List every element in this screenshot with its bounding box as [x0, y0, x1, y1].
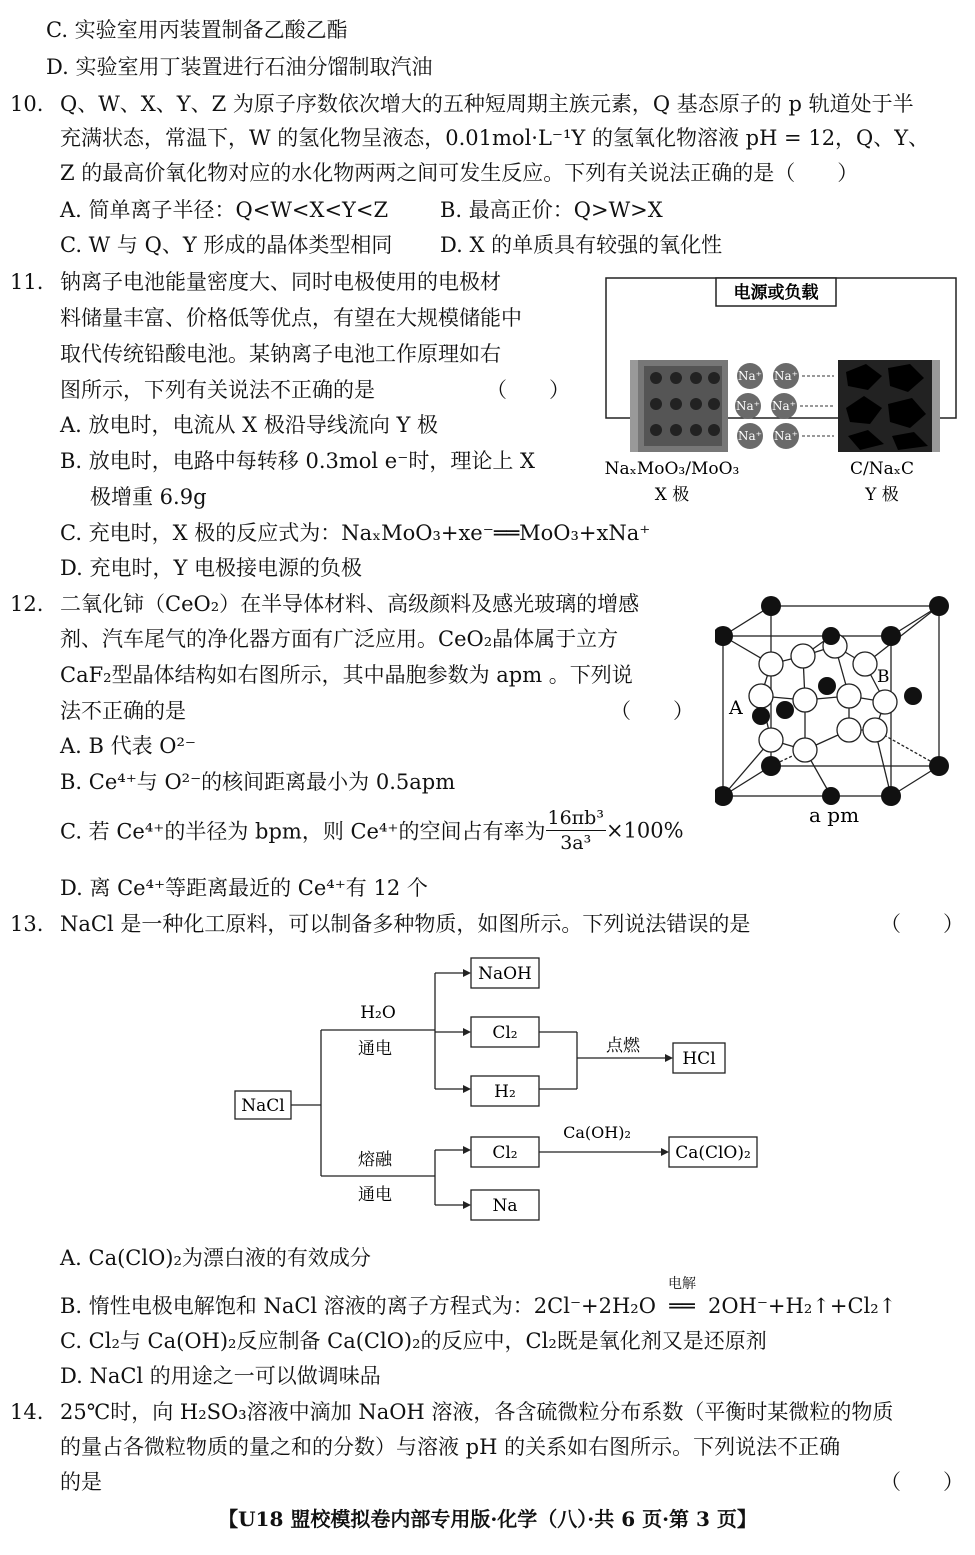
q14-stem-line1: 25℃时，向 H₂SO₃溶液中滴加 NaOH 溶液，各含硫微粒分布系数（平衡时某微粒的物质 [60, 1400, 894, 1424]
q12-stem-line2: 剂、汽车尾气的净化器方面有广泛应用。CeO₂晶体属于立方 [60, 627, 619, 651]
q10-option-b: B. 最高正价：Q>W>X [440, 198, 663, 222]
q10-number: 10. [10, 92, 44, 116]
q11-stem-line4: 图所示，下列有关说法不正确的是 [60, 378, 375, 402]
electrolysis-condition: 电解 [667, 1276, 696, 1292]
fraction-numerator: 16πb³ [547, 807, 604, 829]
flow-ignite: 点燃 [606, 1036, 640, 1056]
q12-stem-line4: 法不正确的是 [60, 699, 186, 723]
label-b: B [877, 667, 890, 687]
flow-electrolysis-2: 通电 [358, 1185, 392, 1205]
q13-option-c: C. Cl₂与 Ca(OH)₂反应制备 Ca(ClO)₂的反应中，Cl₂既是氧化剂又是还原剂 [60, 1329, 767, 1353]
flow-cl2-molten: Cl₂ [492, 1143, 518, 1163]
flow-nacl: NaCl [241, 1096, 285, 1116]
flow-h2o: H₂O [360, 1003, 396, 1023]
q13-option-b-text: B. 惰性电极电解饱和 NaCl 溶液的离子方程式为：2Cl⁻+2H₂O [60, 1294, 656, 1318]
fraction-denominator: 3a³ [560, 832, 592, 854]
q10-stem-line2: 充满状态，常温下，W 的氢化物呈液态，0.01mol·L⁻¹Y 的氢氧化物溶液 pH = 12，Q、Y、 [60, 126, 930, 150]
y-electrode-formula: C/NaₓC [850, 459, 914, 479]
q13-option-b [60, 1276, 897, 1320]
q9-option-d: D. 实验室用丁装置进行石油分馏制取汽油 [46, 55, 433, 79]
q9-option-c: C. 实验室用丙装置制备乙酸乙酯 [46, 18, 348, 42]
q12-answer-blank: （ ） [610, 699, 694, 723]
flow-molten: 熔融 [358, 1150, 392, 1170]
q12-option-a: A. B 代表 O²⁻ [60, 734, 197, 758]
q11-option-d: D. 充电时，Y 电极接电源的负极 [60, 556, 362, 580]
q14-number: 14. [10, 1400, 44, 1424]
q11-option-a: A. 放电时，电流从 X 极沿导线流向 Y 极 [60, 413, 439, 437]
q11-option-b-line1: B. 放电时，电路中每转移 0.3mol e⁻时，理论上 X [60, 449, 535, 473]
q13-option-d: D. NaCl 的用途之一可以做调味品 [60, 1364, 381, 1388]
q12-number: 12. [10, 592, 44, 616]
na-ion-label: Na⁺ [774, 369, 798, 383]
q14-answer-blank: （ ） [880, 1470, 964, 1494]
na-ion-label: Na⁺ [736, 399, 760, 413]
flow-cl2-electrolysis: Cl₂ [492, 1023, 518, 1043]
flow-caclo2: Ca(ClO)₂ [675, 1143, 751, 1163]
y-electrode-label: Y 极 [865, 485, 899, 505]
cell-parameter-caption: a pm [809, 803, 860, 827]
q11-stem-line1: 钠离子电池能量密度大、同时电极使用的电极材 [60, 270, 501, 294]
q11-option-c: C. 充电时，X 极的反应式为：NaₓMoO₃+xe⁻══MoO₃+xNa⁺ [60, 521, 651, 545]
label-a: A [729, 697, 743, 719]
q13-number: 13. [10, 912, 44, 936]
battery-diagram [598, 268, 968, 512]
q12-option-d: D. 离 Ce⁴⁺等距离最近的 Ce⁴⁺有 12 个 [60, 876, 428, 900]
q10-stem-line3: Z 的最高价氧化物对应的水化物两两之间可发生反应。下列有关说法正确的是（ ） [60, 161, 859, 185]
q10-option-c: C. W 与 Q、Y 形成的晶体类型相同 [60, 233, 393, 257]
x-electrode-label: X 极 [654, 485, 690, 505]
nacl-flowchart [225, 950, 765, 1230]
q13-stem-line1: NaCl 是一种化工原料，可以制备多种物质，如图所示。下列说法错误的是 [60, 912, 751, 936]
q11-stem-line3: 取代传统铅酸电池。某钠离子电池工作原理如右 [60, 342, 501, 366]
electrolysis-equals-sign: 电解 ══ [656, 1292, 708, 1320]
na-ion-label: Na⁺ [738, 429, 762, 443]
x-electrode-formula: NaₓMoO₃/MoO₃ [604, 459, 740, 479]
na-ion-label: Na⁺ [738, 369, 762, 383]
q12-option-c-text: C. 若 Ce⁴⁺的半径为 bpm，则 Ce⁴⁺的空间占有率为 [60, 819, 546, 844]
q11-stem-line2: 料储量丰富、价格低等优点，有望在大规模储能中 [60, 306, 522, 330]
flow-electrolysis-1: 通电 [358, 1039, 392, 1059]
fluorite-unit-cell [715, 590, 955, 840]
na-ion-label: Na⁺ [772, 399, 796, 413]
q10-option-a: A. 简单离子半径：Q<W<X<Y<Z [60, 198, 389, 222]
q12-stem-line1: 二氧化铈（CeO₂）在半导体材料、高级颜料及感光玻璃的增感 [60, 592, 640, 616]
power-load-label: 电源或负载 [733, 283, 819, 303]
q14-stem-line2: 的量占各微粒物质的量之和的分数）与溶液 pH 的关系如右图所示。下列说法不正确 [60, 1435, 841, 1459]
q12-option-b: B. Ce⁴⁺与 O²⁻的核间距离最小为 0.5apm [60, 770, 456, 794]
q12-option-c [60, 806, 684, 855]
q11-answer-blank: （ ） [486, 378, 570, 402]
flow-h2: H₂ [494, 1082, 516, 1102]
q13-option-b-products: 2OH⁻+H₂↑+Cl₂↑ [707, 1294, 897, 1318]
q10-stem-line1: Q、W、X、Y、Z 为原子序数依次增大的五种短周期主族元素，Q 基态原子的 p 轨道处于半 [60, 92, 914, 116]
page-footer: 【U18 盟校模拟卷内部专用版·化学（八）·共 6 页·第 3 页】 [218, 1507, 757, 1531]
flow-hcl: HCl [682, 1049, 716, 1069]
q10-option-d: D. X 的单质具有较强的氧化性 [440, 233, 723, 257]
flow-na: Na [492, 1196, 518, 1216]
q13-answer-blank: （ ） [880, 912, 964, 936]
q14-stem-line3: 的是 [60, 1470, 102, 1494]
flow-naoh: NaOH [478, 964, 532, 984]
q11-option-b-line2: 极增重 6.9g [90, 485, 207, 509]
na-ion-label: Na⁺ [774, 429, 798, 443]
occupancy-fraction [546, 806, 606, 855]
q13-option-a: A. Ca(ClO)₂为漂白液的有效成分 [60, 1246, 371, 1270]
q11-number: 11. [10, 270, 44, 294]
flow-caoh2: Ca(OH)₂ [563, 1123, 631, 1142]
q12-option-c-suffix: ×100% [605, 818, 684, 843]
q12-stem-line3: CaF₂型晶体结构如右图所示，其中晶胞参数为 apm 。下列说 [60, 663, 633, 687]
